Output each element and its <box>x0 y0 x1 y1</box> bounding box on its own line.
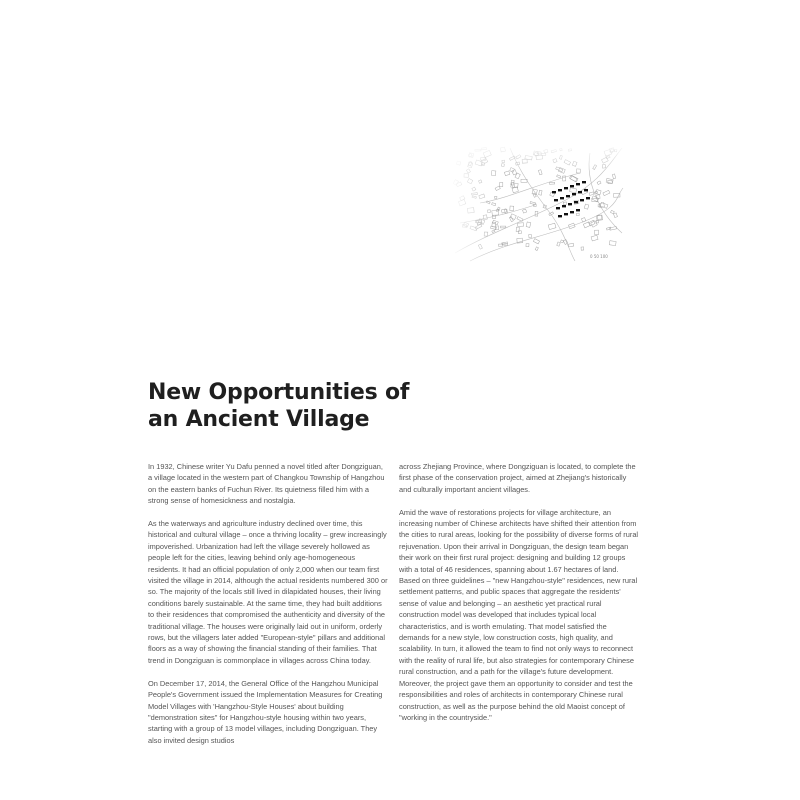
paragraph: On December 17, 2014, the General Office of the Hangzhou Municipal People's Government issued the Implementation Measures for Creating Model Villages with 'Hangzhou-Style Houses' about building "demonstration sites" for Hangzhou-style housing within two years, starting with a group of 13 model villages, including Dongziguan. They also invited design studios <box>148 678 383 745</box>
paragraph: In 1932, Chinese writer Yu Dafu penned a novel titled after Dongziguan, a village located in the western part of Changkou Township of Hangzhou on the eastern banks of Fuchun River. Its quietness filled him with a strong sense of homesickness and nostalgia. <box>148 462 385 506</box>
left-column <box>148 461 388 758</box>
paragraph: As the waterways and agriculture industry declined over time, this historical and cultural village – once a thriving locality – grew increasingly impoverished. Urbanization had left the village severely hollowed as people left for the cities, leaving behind only age-homogeneous residents. It had an official population of only 2,000 when our team first visited the village in 2014, although the actual residents numbered 300 or so. The majority of the locals still lived in dilapidated houses, their living conditions barely sustainable. At the same time, they had built additions to their residences that compromised the authenticity and diversity of the traditional village. The houses were originally laid out in uniform, orderly rows, but the villagers later added "European-style" pillars and additional floors as a way of showing the financial standing of their families. That trend in Dongziguan is commonplace in villages across China today. <box>148 519 388 665</box>
map-scale-label: 0 50 100 <box>590 254 608 259</box>
site-plan-map <box>450 143 625 263</box>
title-line-1: New Opportunities of <box>148 380 410 405</box>
site-plan-drawing <box>450 143 625 263</box>
paragraph: across Zhejiang Province, where Dongziguan is located, to complete the first phase of the conservation project, aimed at Zhejiang's historically and culturally important ancient villages. <box>399 462 636 494</box>
right-column <box>399 461 639 735</box>
title-line-2: an Ancient Village <box>148 407 370 432</box>
article-title <box>148 379 468 433</box>
paragraph: Amid the wave of restorations projects for village architecture, an increasing number of Chinese architects have shifted their attention from the cities to rural areas, looking for the possibility of diverse forms of rural rejuvenation. Upon their arrival in Dongziguan, the design team began their work on their first rural project: designing and building 12 groups with a total of 46 residences, spanning about 1.67 hectares of land. Based on three guidelines – "new Hangzhou-style" residences, new rural settlement patterns, and public spaces that aggregate the residents' sense of value and belonging – an aesthetic yet practical rural construction model was developed that includes typical local characteristics, and is worth emulating. That model satisfied the demands for a new style, low construction costs, high quality, and scalability. In turn, it allowed the team to find not only ways to reconnect with the reality of rural life, but also strategies for contemporary Chinese rural construction, and a path for the village's future development. Moreover, the project gave them an opportunity to consider and test the responsibilities and roles of architects in contemporary Chinese rural construction, as well as the purpose behind the old Maoist concept of "working in the countryside." <box>399 507 639 722</box>
